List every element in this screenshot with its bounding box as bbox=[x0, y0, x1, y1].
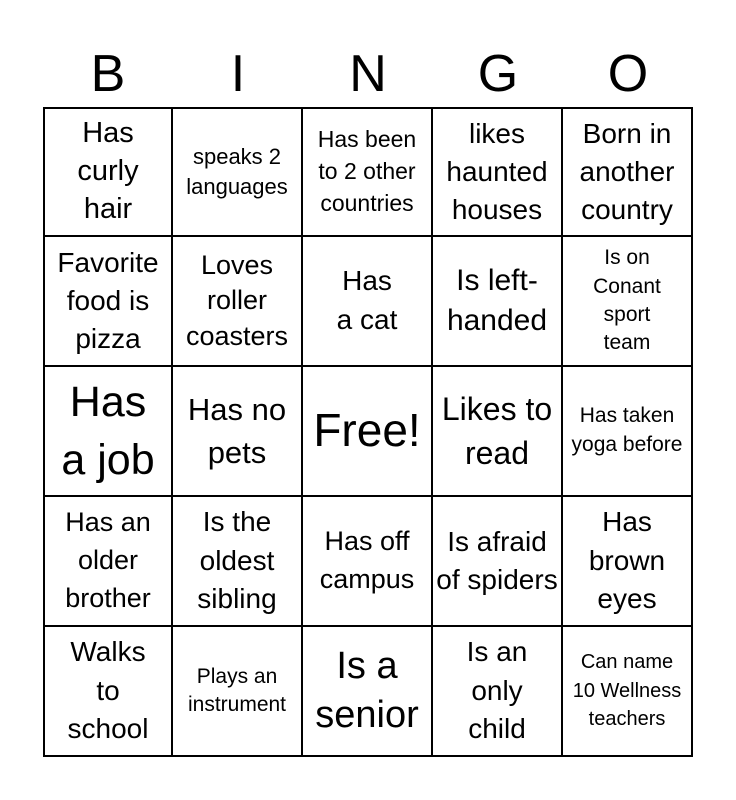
bingo-board bbox=[43, 107, 693, 757]
bingo-cell[interactable] bbox=[563, 237, 693, 367]
bingo-cell[interactable] bbox=[303, 497, 433, 627]
bingo-cell-label: Loves roller coasters bbox=[185, 250, 289, 351]
bingo-cell-label: Is afraid of spiders bbox=[436, 525, 558, 595]
bingo-cell-label: Is left-handed bbox=[446, 263, 548, 337]
header-letter-g: G bbox=[477, 45, 519, 103]
bingo-cell[interactable] bbox=[563, 367, 693, 497]
bingo-cell[interactable] bbox=[303, 237, 433, 367]
bingo-cell[interactable] bbox=[43, 367, 173, 497]
bingo-cell-label: Favorite food is pizza bbox=[57, 246, 159, 355]
bingo-cell[interactable] bbox=[173, 497, 303, 627]
bingo-cell[interactable] bbox=[43, 107, 173, 237]
bingo-cell-label: Free! bbox=[313, 404, 421, 457]
bingo-cell[interactable] bbox=[303, 367, 433, 497]
bingo-cell[interactable] bbox=[173, 237, 303, 367]
header-letter-n: N bbox=[349, 45, 387, 103]
bingo-cell-label: Born in another country bbox=[579, 118, 675, 225]
bingo-cell-label: Is the oldest sibling bbox=[197, 506, 277, 615]
bingo-cell[interactable] bbox=[43, 497, 173, 627]
header-letter-i: I bbox=[230, 45, 246, 103]
bingo-cell-label: Has brown eyes bbox=[588, 506, 666, 615]
bingo-cell-label: Has no pets bbox=[187, 391, 287, 470]
bingo-cell[interactable] bbox=[563, 107, 693, 237]
bingo-cell[interactable] bbox=[303, 627, 433, 757]
bingo-cell-label: likes haunted houses bbox=[446, 118, 548, 225]
bingo-cell[interactable] bbox=[433, 237, 563, 367]
bingo-cell[interactable] bbox=[433, 107, 563, 237]
bingo-cell-label: Has a cat bbox=[336, 265, 398, 335]
bingo-cell[interactable] bbox=[433, 627, 563, 757]
bingo-cell[interactable] bbox=[173, 107, 303, 237]
bingo-cell[interactable] bbox=[43, 627, 173, 757]
header-letter-o: O bbox=[607, 45, 649, 103]
bingo-cell[interactable] bbox=[173, 367, 303, 497]
bingo-cell-label: Has a job bbox=[61, 377, 155, 484]
bingo-cell[interactable] bbox=[433, 367, 563, 497]
bingo-cell-label: Has curly hair bbox=[77, 117, 139, 225]
bingo-cell[interactable] bbox=[563, 627, 693, 757]
bingo-header bbox=[43, 44, 693, 104]
bingo-cell-label: Has off campus bbox=[319, 526, 415, 594]
bingo-cell[interactable] bbox=[433, 497, 563, 627]
bingo-cell-label: Likes to read bbox=[441, 390, 553, 471]
bingo-cell[interactable] bbox=[303, 107, 433, 237]
bingo-cell[interactable] bbox=[173, 627, 303, 757]
bingo-cell-label: Has been to 2 other countries bbox=[317, 126, 417, 216]
header-letter-b: B bbox=[90, 45, 126, 103]
bingo-cell-label: Can name 10 Wellness teachers bbox=[572, 651, 682, 731]
bingo-cell-label: Is an only child bbox=[466, 636, 528, 745]
bingo-cell-label: speaks 2 languages bbox=[186, 144, 288, 199]
bingo-cell-label: Has an older brother bbox=[65, 507, 151, 613]
bingo-cell-label: Walks to school bbox=[67, 636, 149, 745]
bingo-cell-label: Has taken yoga before bbox=[571, 404, 683, 456]
bingo-cell-label: Plays an instrument bbox=[187, 664, 287, 716]
bingo-cell[interactable] bbox=[563, 497, 693, 627]
bingo-cell-label: Is a senior bbox=[315, 644, 419, 736]
bingo-cell[interactable] bbox=[43, 237, 173, 367]
bingo-cell-label: Is on Conant sport team bbox=[593, 246, 661, 355]
